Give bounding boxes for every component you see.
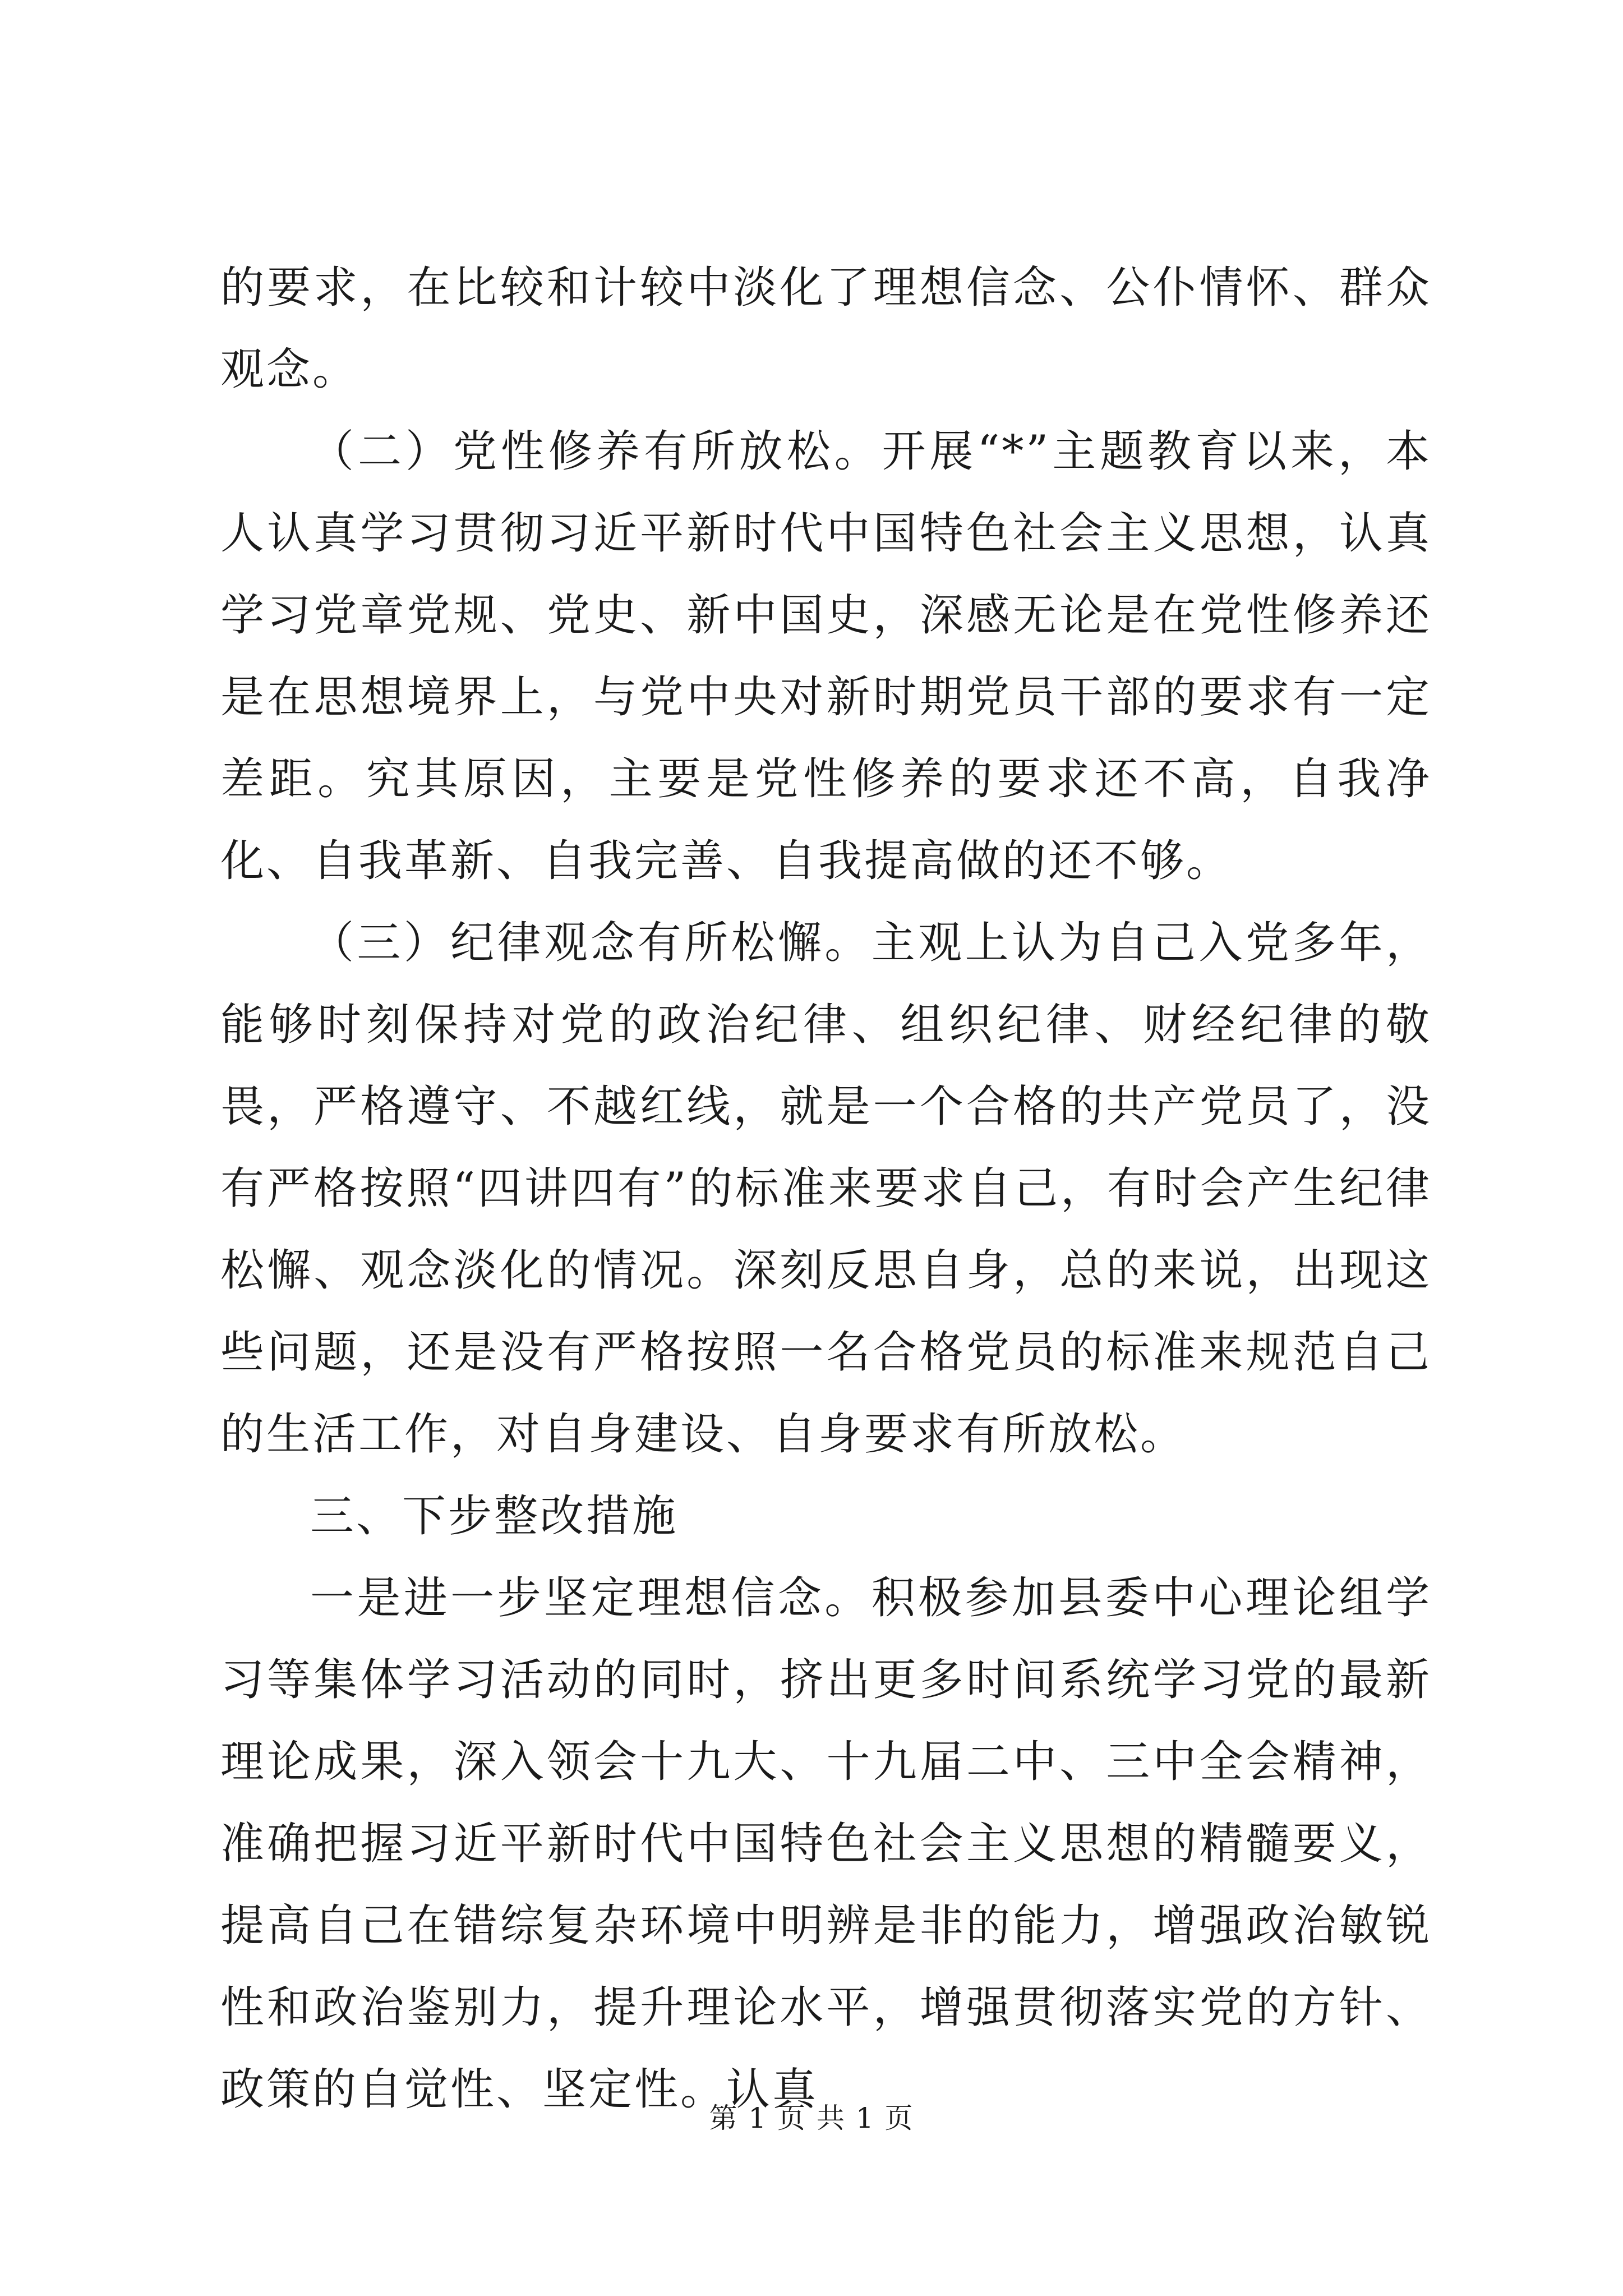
page-number-footer: 第 1 页 共 1 页 [709,2102,914,2134]
section-heading-rectification: 三、下步整改措施 [310,1491,679,1542]
document-body [220,247,1432,2131]
paragraph-continuation: 的要求，在比较和计较中淡化了理想信念、公仆情怀、群众观念。 [220,263,1432,395]
paragraph-ideals: 一是进一步坚定理想信念。积极参加县委中心理论组学习等集体学习活动的同时，挤出更多时间系统学习党的最新理论成果，深入领会十九大、十九届二中、三中全会精神，准确把握习近平新时代中国特色社会主义思想的精髓要义，提高自己在错综复杂环境中明辨是非的能力，增强政治敏锐性和政治鉴别力，提升理论水平，增强贯彻落实党的方针、政策的自觉性、坚定性。认真 [220,1573,1432,2115]
paragraph-discipline: （三）纪律观念有所松懈。主观上认为自己入党多年，能够时刻保持对党的政治纪律、组织纪律、财经纪律的敬畏，严格遵守、不越红线，就是一个合格的共产党员了，没有严格按照“四讲四有”的标准来要求自己，有时会产生纪律松懈、观念淡化的情况。深刻反思自身，总的来说，出现这些问题，还是没有严格按照一名合格党员的标准来规范自己的生活工作，对自身建设、自身要求有所放松。 [220,918,1432,1460]
paragraph-party-spirit: （二）党性修养有所放松。开展“*”主题教育以来，本人认真学习贯彻习近平新时代中国特色社会主义思想，认真学习党章党规、党史、新中国史，深感无论是在党性修养还是在思想境界上，与党中央对新时期党员干部的要求有一定差距。究其原因，主要是党性修养的要求还不高，自我净化、自我革新、自我完善、自我提高做的还不够。 [220,426,1432,886]
